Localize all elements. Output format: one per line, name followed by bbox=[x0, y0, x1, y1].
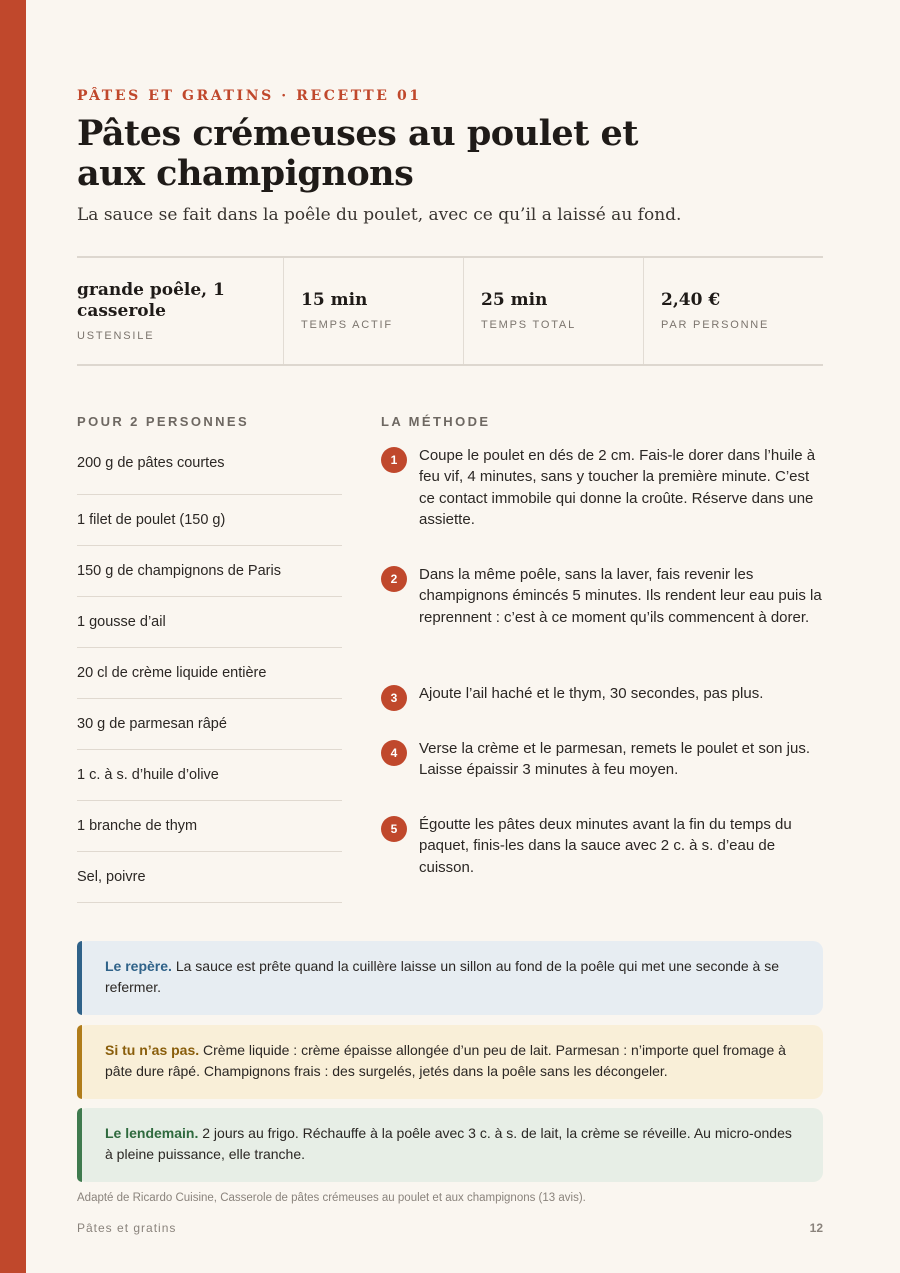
fact-utensil bbox=[77, 258, 283, 364]
callout-accent-bar bbox=[77, 1108, 82, 1182]
callout-repere bbox=[77, 941, 823, 1015]
step-number-badge: 4 bbox=[381, 740, 407, 766]
step-text: Verse la crème et le parmesan, remets le poulet et son jus. Laisse épaissir 3 minutes à feu moyen. bbox=[419, 740, 811, 779]
accent-bar bbox=[0, 0, 26, 1273]
ingredient-item: 30 g de parmesan râpé bbox=[77, 699, 342, 750]
method-heading: LA MÉTHODE bbox=[381, 414, 491, 429]
ingredient-item: 1 gousse d’ail bbox=[77, 597, 342, 648]
step-text: Égoutte les pâtes deux minutes avant la fin du temps du paquet, finis-les dans la sauce avec 2 c. à s. d’eau de cuisson. bbox=[419, 816, 792, 876]
callout-text: Crème liquide : crème épaisse allongée d’un peu de lait. Parmesan : n’importe quel fromage à pâte dure râpé. Champignons frais : des surgelés, jetés dans la poêle sans les décongeler. bbox=[105, 1042, 786, 1079]
ingredient-item: Sel, poivre bbox=[77, 852, 342, 903]
fact-value: 2,40 € bbox=[661, 290, 721, 310]
page-number: 12 bbox=[809, 1221, 823, 1235]
ingredient-item: 1 c. à s. d’huile d’olive bbox=[77, 750, 342, 801]
fact-label: USTENSILE bbox=[77, 330, 155, 342]
step-text: Ajoute l’ail haché et le thym, 30 secondes, pas plus. bbox=[419, 685, 764, 702]
fact-label: PAR PERSONNE bbox=[661, 319, 770, 331]
callout-lendemain bbox=[77, 1108, 823, 1182]
step-number-badge: 1 bbox=[381, 447, 407, 473]
ingredient-item: 1 branche de thym bbox=[77, 801, 342, 852]
step-text: Dans la même poêle, sans la laver, fais revenir les champignons émincés 5 minutes. Ils rendent leur eau puis la reprennent : c’est à ce moment qu’ils commencent à dorer. bbox=[419, 566, 822, 626]
fact-total-time bbox=[463, 258, 643, 364]
step-number-badge: 2 bbox=[381, 566, 407, 592]
callout-text: 2 jours au frigo. Réchauffe à la poêle avec 3 c. à s. de lait, la crème se réveille. Au micro-ondes à pleine puissance, elle tranche. bbox=[105, 1125, 792, 1162]
callout-accent-bar bbox=[77, 941, 82, 1015]
fact-value: grande poêle, 1 casserole bbox=[77, 280, 225, 321]
fact-value: 25 min bbox=[481, 290, 548, 310]
fact-active-time bbox=[283, 258, 463, 364]
subtitle: La sauce se fait dans la poêle du poulet, avec ce qu’il a laissé au fond. bbox=[77, 205, 682, 225]
ingredient-item: 20 cl de crème liquide entière bbox=[77, 648, 342, 699]
callout-lead: Le repère. bbox=[105, 958, 172, 974]
ingredient-item: 150 g de champignons de Paris bbox=[77, 546, 342, 597]
fact-label: TEMPS TOTAL bbox=[481, 319, 576, 331]
fact-label: TEMPS ACTIF bbox=[301, 319, 393, 331]
ingredient-item: 1 filet de poulet (150 g) bbox=[77, 495, 342, 546]
step-number-badge: 3 bbox=[381, 685, 407, 711]
callout-accent-bar bbox=[77, 1025, 82, 1099]
fact-value: 15 min bbox=[301, 290, 368, 310]
ingredient-item: 200 g de pâtes courtes bbox=[77, 437, 342, 495]
footer-section: Pâtes et gratins bbox=[77, 1221, 177, 1235]
step-text: Coupe le poulet en dés de 2 cm. Fais-le dorer dans l’huile à feu vif, 4 minutes, sans y toucher la première minute. C’est ce contact immobile qui donne la croûte. Réserve dans une assiette. bbox=[419, 447, 816, 528]
fact-cost bbox=[643, 258, 823, 364]
callout-lead: Le lendemain. bbox=[105, 1125, 199, 1141]
facts-bar bbox=[77, 256, 823, 366]
callout-substitutions bbox=[77, 1025, 823, 1099]
callout-text: La sauce est prête quand la cuillère laisse un sillon au fond de la poêle qui met une seconde à se refermer. bbox=[105, 958, 780, 995]
ingredients-heading: POUR 2 PERSONNES bbox=[77, 414, 250, 429]
page-title: Pâtes crémeuses au poulet et aux champignons bbox=[77, 113, 638, 194]
callout-lead: Si tu n’as pas. bbox=[105, 1042, 200, 1058]
ingredients-list bbox=[77, 437, 342, 903]
step-number-badge: 5 bbox=[381, 816, 407, 842]
source-note: Adapté de Ricardo Cuisine, Casserole de pâtes crémeuses au poulet et aux champignons (13 avis). bbox=[77, 1192, 586, 1204]
kicker: PÂTES ET GRATINS · RECETTE 01 bbox=[77, 88, 422, 104]
